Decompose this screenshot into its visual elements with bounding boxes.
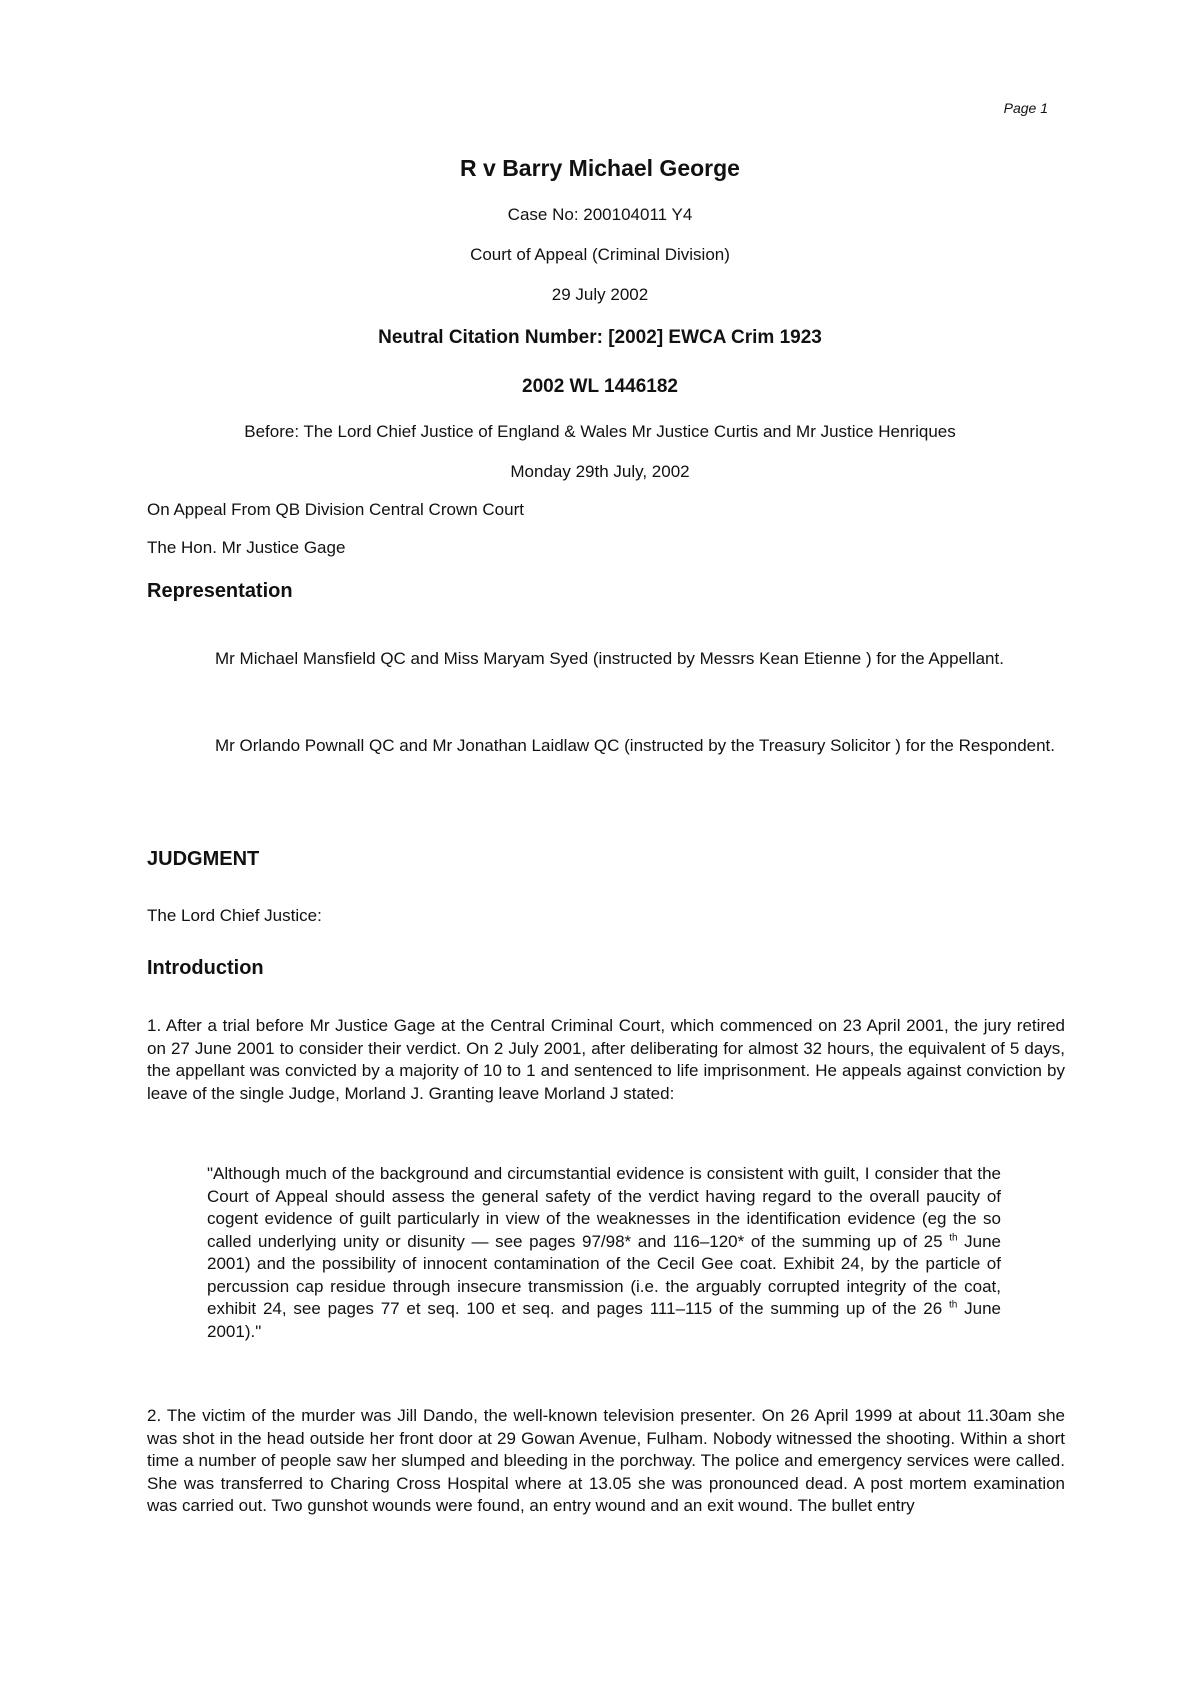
case-number: Case No: 200104011 Y4 [507, 205, 693, 224]
quote-text-1: "Although much of the background and circumstantial evidence is consistent with guilt, I consider that the Court of Appeal should assess the general safety of the verdict having regard to the overall paucity of cogent evidence of guilt particularly in view of the weaknesses in the identification evidence (eg the so called underlying unity or disunity — see pages 97/98* and 116–120* of the summing up of 25 [207, 1164, 1001, 1251]
respondent-counsel: Mr Orlando Pownall QC and Mr Jonathan Laidlaw QC (instructed by the Treasury Solicitor ) for the Respondent. [215, 736, 1055, 755]
quote-text-2: June 2001) and the possibility of innocent contamination of the Cecil Gee coat. Exhibit 24, by the particle of percussion cap residue through insecure transmission (i.e. the arguably corrupted integrity of the coat, exhibit 24, see pages 77 et seq. 100 et seq. and pages 111–115 of the summing up of the 26 [207, 1231, 1002, 1318]
appeal-from: On Appeal From QB Division Central Crown Court [147, 500, 524, 519]
paragraph-1: 1. After a trial before Mr Justice Gage at the Central Criminal Court, which commenced on 23 April 2001, the jury retired on 27 June 2001 to consider their verdict. On 2 July 2001, after deliberating for almost 32 hours, the equivalent of 5 days, the appellant was convicted by a majority of 10 to 1 and sentenced to life imprisonment. He appeals against conviction by leave of the single Judge, Morland J. Granting leave Morland J stated: [147, 1016, 1065, 1103]
page-number: Page 1 [1003, 100, 1048, 116]
judgment-heading: JUDGMENT [147, 848, 260, 870]
introduction-heading: Introduction [147, 957, 264, 979]
trial-judge: The Hon. Mr Justice Gage [147, 538, 346, 557]
hearing-date: Monday 29th July, 2002 [510, 462, 690, 481]
bench: Before: The Lord Chief Justice of England & Wales Mr Justice Curtis and Mr Justice Henriques [244, 422, 956, 441]
leave-quote [207, 1163, 1001, 1343]
paragraph-2: 2. The victim of the murder was Jill Dando, the well-known television presenter. On 26 April 1999 at about 11.30am she was shot in the head outside her front door at 29 Gowan Avenue, Fulham. Nobody witnessed the shooting. Within a short time a number of people saw her slumped and bleeding in the porchway. The police and emergency services were called. She was transferred to Charing Cross Hospital where at 13.05 she was pronounced dead. A post mortem examination was carried out. Two gunshot wounds were found, an entry wound and an exit wound. The bullet entry [147, 1406, 1065, 1515]
wl-citation: 2002 WL 1446182 [522, 376, 678, 397]
quote-superscript-1: th [949, 1231, 958, 1243]
case-title: R v Barry Michael George [460, 155, 740, 181]
appellant-counsel: Mr Michael Mansfield QC and Miss Maryam Syed (instructed by Messrs Kean Etienne ) for the Appellant. [215, 649, 1004, 668]
judgment-speaker: The Lord Chief Justice: [147, 906, 322, 925]
quote-text-3: June 2001)." [207, 1299, 1001, 1341]
neutral-citation: Neutral Citation Number: [2002] EWCA Crim 1923 [378, 327, 822, 348]
court-name: Court of Appeal (Criminal Division) [470, 245, 730, 264]
representation-heading: Representation [147, 580, 293, 602]
judgment-date: 29 July 2002 [551, 285, 649, 304]
quote-superscript-2: th [948, 1299, 958, 1311]
